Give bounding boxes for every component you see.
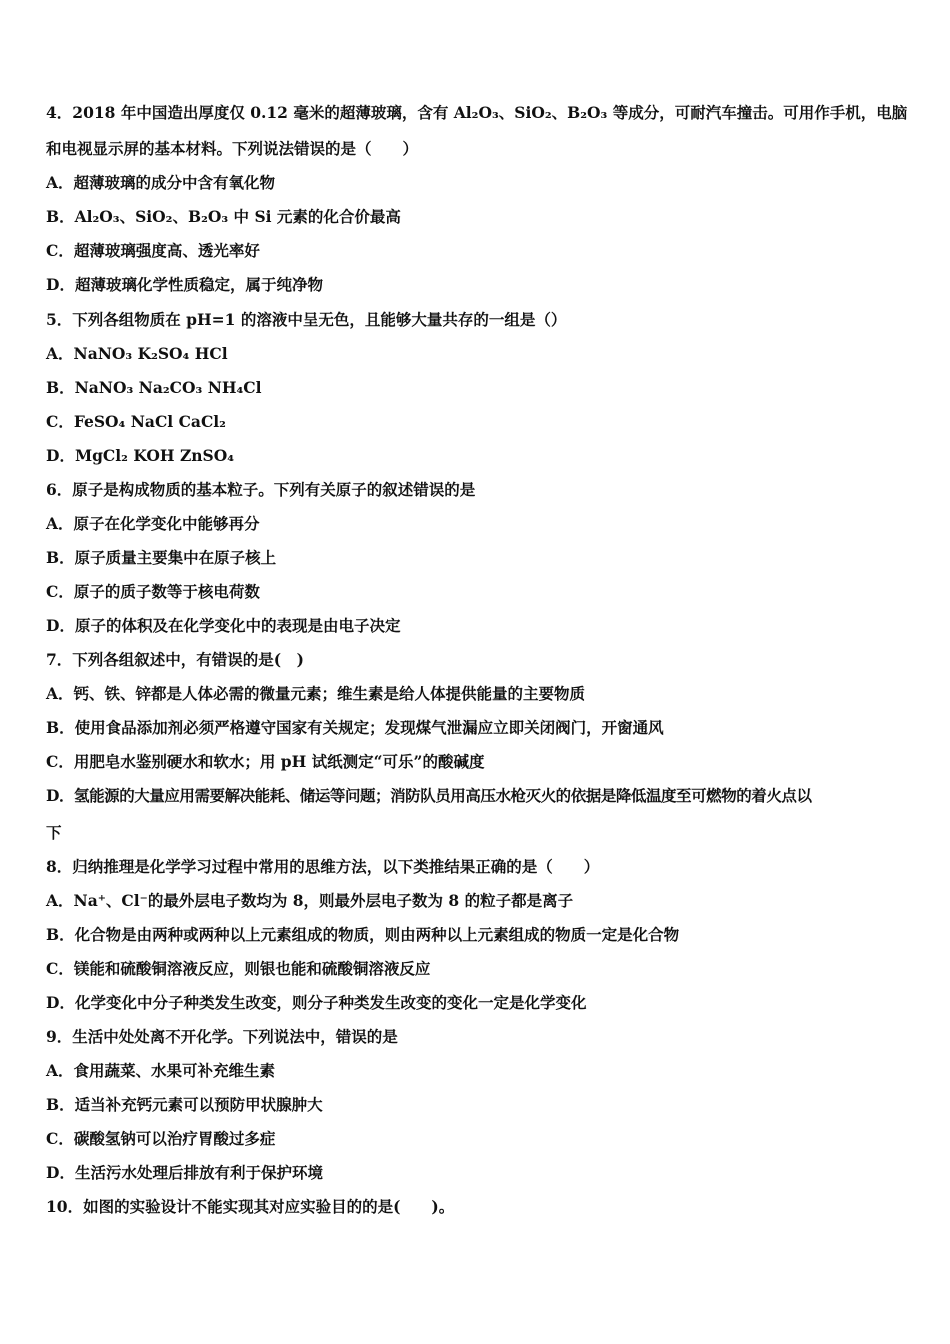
question-4-option-b: B．Al₂O₃、SiO₂、B₂O₃ 中 Si 元素的化合价最高 [46,207,401,226]
question-7-option-a: A．钙、铁、锌都是人体必需的微量元素；维生素是给人体提供能量的主要物质 [46,684,586,703]
question-5-option-d: D．MgCl₂ KOH ZnSO₄ [46,446,235,465]
question-9-stem: 9．生活中处处离不开化学。下列说法中，错误的是 [46,1027,398,1046]
question-5-option-b: B．NaNO₃ Na₂CO₃ NH₄Cl [46,378,262,397]
question-9-option-a: A．食用蔬菜、水果可补充维生素 [46,1061,276,1080]
question-4-stem-line1: 4．2018 年中国造出厚度仅 0.12 毫米的超薄玻璃，含有 Al₂O₃、SiO₂、B₂O₃ 等成分，可耐汽车撞击。可用作手机，电脑 [46,103,908,122]
question-7-option-d-continued: 下 [46,823,62,842]
question-7-option-b: B．使用食品添加剂必须严格遵守国家有关规定；发现煤气泄漏应立即关闭阀门，开窗通风 [46,718,664,737]
question-9-option-c: C．碳酸氢钠可以治疗胃酸过多症 [46,1129,276,1148]
question-4-option-d: D．超薄玻璃化学性质稳定，属于纯净物 [46,275,323,294]
question-8-option-d: D．化学变化中分子种类发生改变，则分子种类发生改变的变化一定是化学变化 [46,993,587,1012]
question-7-stem: 7．下列各组叙述中，有错误的是( ) [46,650,304,669]
question-5-stem: 5．下列各组物质在 pH=1 的溶液中呈无色，且能够大量共存的一组是（） [46,310,567,329]
question-8-stem: 8．归纳推理是化学学习过程中常用的思维方法，以下类推结果正确的是（ ） [46,857,600,876]
question-8-option-a: A．Na⁺、Cl⁻的最外层电子数均为 8，则最外层电子数为 8 的粒子都是离子 [46,891,574,910]
question-4-option-a: A．超薄玻璃的成分中含有氧化物 [46,173,276,192]
question-4-option-c: C．超薄玻璃强度高、透光率好 [46,241,260,260]
question-6-option-c: C．原子的质子数等于核电荷数 [46,582,260,601]
question-7-option-d: D．氢能源的大量应用需要解决能耗、储运等问题；消防队员用高压水枪灭火的依据是降低温度至可燃物的着火点以 [46,786,812,805]
question-5-option-c: C．FeSO₄ NaCl CaCl₂ [46,412,226,431]
question-5-option-a: A．NaNO₃ K₂SO₄ HCl [46,344,228,363]
question-6-option-a: A．原子在化学变化中能够再分 [46,514,260,533]
question-6-option-d: D．原子的体积及在化学变化中的表现是由电子决定 [46,616,401,635]
question-7-option-c: C．用肥皂水鉴别硬水和软水；用 pH 试纸测定“可乐”的酸碱度 [46,752,485,771]
question-4-stem-line2: 和电视显示屏的基本材料。下列说法错误的是（ ） [46,139,419,158]
question-9-option-d: D．生活污水处理后排放有利于保护环境 [46,1163,323,1182]
question-8-option-b: B．化合物是由两种或两种以上元素组成的物质，则由两种以上元素组成的物质一定是化合物 [46,925,680,944]
question-9-option-b: B．适当补充钙元素可以预防甲状腺肿大 [46,1095,323,1114]
question-6-stem: 6．原子是构成物质的基本粒子。下列有关原子的叙述错误的是 [46,480,476,499]
question-8-option-c: C．镁能和硫酸铜溶液反应，则银也能和硫酸铜溶液反应 [46,959,431,978]
question-6-option-b: B．原子质量主要集中在原子核上 [46,548,277,567]
question-10-stem: 10．如图的实验设计不能实现其对应实验目的的是( )。 [46,1197,455,1216]
